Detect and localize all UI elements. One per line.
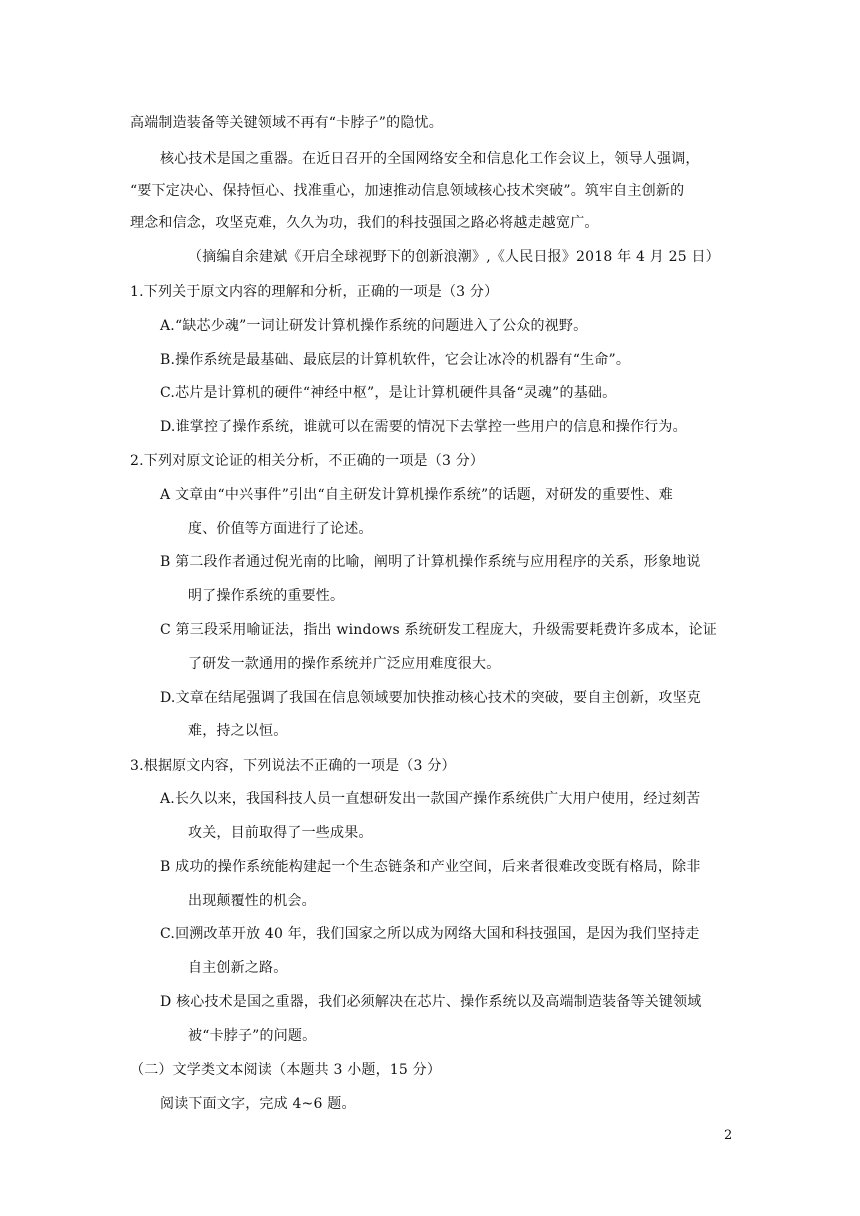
source-citation: （摘编自余建斌《开启全球视野下的创新浪潮》,《人民日报》2018 年 4 月 25 日）	[188, 249, 720, 265]
question-3-option-b-cont: 出现颠覆性的机会。	[188, 893, 316, 909]
question-2-option-c-cont: 了研发一款通用的操作系统并广泛应用难度很大。	[188, 656, 501, 672]
question-1-option-b: B.操作系统是最基础、最底层的计算机软件，它会让冰冷的机器有“生命”。	[160, 352, 631, 368]
paragraph-line: 核心技术是国之重器。在近日召开的全国网络安全和信息化工作会议上，领导人强调，	[160, 151, 700, 167]
section-heading: （二）文学类文本阅读（本题共 3 小题，15 分）	[130, 1062, 442, 1078]
question-2-option-d: D.文章在结尾强调了我国在信息领域要加快推动核心技术的突破，要自主创新，攻坚克	[160, 690, 701, 706]
question-3-option-d-cont: 被“卡脖子”的问题。	[188, 1028, 317, 1044]
question-1-option-d: D.谁掌控了操作系统，谁就可以在需要的情况下去掌控一些用户的信息和操作行为。	[160, 419, 687, 435]
question-2-option-d-cont: 难，持之以恒。	[188, 723, 288, 739]
question-3-option-c: C.回溯改革开放 40 年，我们国家之所以成为网络大国和科技强国，是因为我们坚持走	[160, 926, 700, 942]
question-2-option-a: A 文章由“中兴事件”引出“自主研发计算机操作系统”的话题，对研发的重要性、难	[160, 487, 673, 503]
question-3-option-b: B 成功的操作系统能构建起一个生态链条和产业空间，后来者很难改变既有格局，除非	[160, 859, 701, 875]
page-number: 2	[724, 1128, 733, 1143]
question-2-option-a-cont: 度、价值等方面进行了论述。	[188, 521, 373, 537]
question-1: 1.下列关于原文内容的理解和分析，正确的一项是（3 分）	[130, 284, 499, 300]
question-3-option-a: A.长久以来，我国科技人员一直想研发出一款国产操作系统供广大用户使用，经过刻苦	[160, 791, 701, 807]
section-instruction: 阅读下面文字，完成 4~6 题。	[160, 1096, 356, 1112]
question-3-option-a-cont: 攻关，目前取得了一些成果。	[188, 825, 373, 841]
question-2-option-c: C 第三段采用喻证法，指出 windows 系统研发工程庞大，升级需要耗费许多成本，论证	[160, 622, 717, 638]
question-3-option-d: D 核心技术是国之重器，我们必须解决在芯片、操作系统以及高端制造装备等关键领域	[160, 994, 702, 1010]
question-1-option-a: A.“缺芯少魂”一词让研发计算机操作系统的问题进入了公众的视野。	[160, 318, 588, 334]
question-1-option-c: C.芯片是计算机的硬件“神经中枢”，是让计算机硬件具备“灵魂”的基础。	[160, 385, 617, 401]
question-3: 3.根据原文内容，下列说法不正确的一项是（3 分）	[130, 758, 456, 774]
paragraph-line: “要下定决心、保持恒心、找准重心，加速推动信息领域核心技术突破”。筑牢自主创新的	[130, 183, 685, 199]
text-line: 高端制造装备等关键领域不再有“卡脖子”的隐忧。	[130, 115, 443, 131]
question-2-option-b: B 第二段作者通过倪光南的比喻，阐明了计算机操作系统与应用程序的关系，形象地说	[160, 554, 701, 570]
question-2-option-b-cont: 明了操作系统的重要性。	[188, 588, 345, 604]
paragraph-line: 理念和信念，攻坚克难，久久为功，我们的科技强国之路必将越走越宽广。	[130, 215, 599, 231]
question-2: 2.下列对原文论证的相关分析，不正确的一项是（3 分）	[130, 453, 485, 469]
question-3-option-c-cont: 自主创新之路。	[188, 960, 288, 976]
